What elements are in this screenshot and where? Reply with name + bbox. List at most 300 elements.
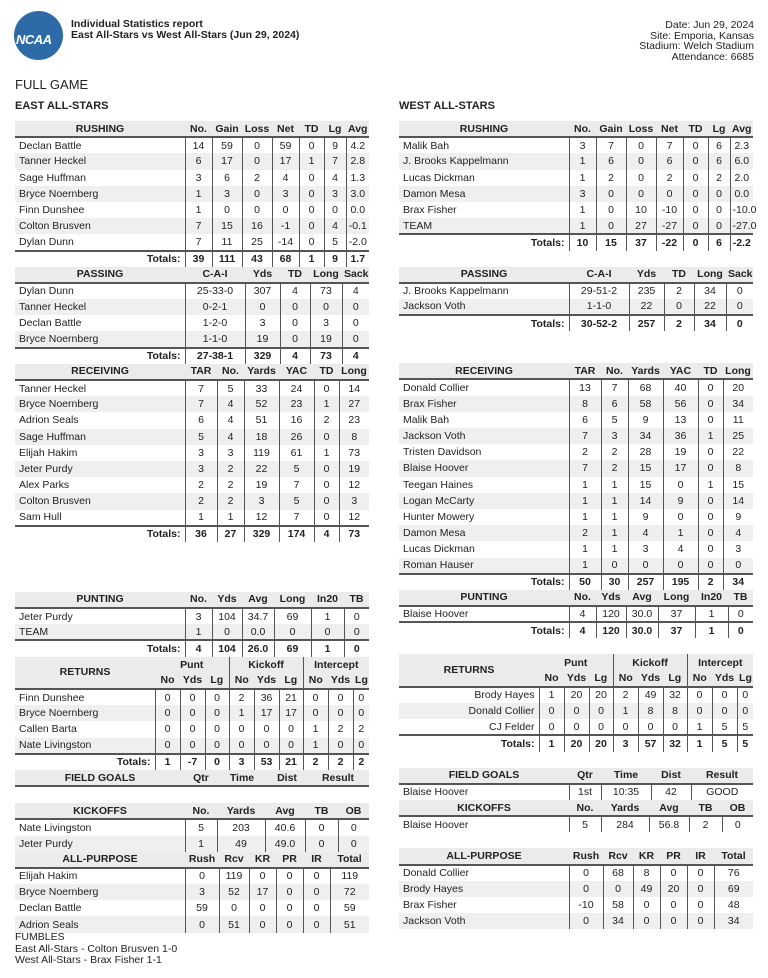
totals-row (15, 754, 369, 770)
stat-value: -27.0 (730, 218, 753, 234)
total-value: 21 (279, 754, 303, 770)
player-name: Dylan Dunn (19, 285, 74, 298)
column-header: Yds (564, 671, 589, 687)
table-row (15, 137, 369, 153)
table-row (15, 170, 369, 186)
stat-value: 51 (244, 412, 279, 428)
column-header: PR (276, 852, 303, 868)
stat-value: 0 (596, 218, 626, 234)
stat-value: 7 (185, 396, 217, 412)
player-name: Jackson Voth (399, 913, 569, 929)
stat-value: 4 (217, 429, 244, 445)
total-value: -7 (180, 754, 205, 770)
stat-value: 12 (339, 510, 369, 526)
table-title: RECEIVING (15, 364, 185, 380)
column-header: KR (633, 848, 660, 864)
column-header: No (539, 671, 564, 687)
stat-value: 2 (217, 493, 244, 509)
player-name: Finn Dunshee (19, 204, 85, 217)
column-header: Rcv (603, 848, 633, 864)
stat-value: 5 (185, 429, 217, 445)
column-header: No. (185, 121, 212, 137)
stat-value: 0 (698, 379, 723, 395)
east-team-title: EAST ALL-STARS (15, 100, 109, 112)
fumbles-title: FUMBLES (15, 931, 65, 943)
totals-label: Totals: (15, 754, 155, 770)
stat-value: 2 (314, 412, 339, 428)
column-header: Total (714, 848, 753, 864)
stat-value: 3 (185, 445, 217, 461)
stat-value: 0 (698, 541, 723, 557)
stat-value: 3 (245, 315, 280, 331)
stat-value: 2 (601, 444, 628, 460)
stat-value: 0 (564, 719, 589, 735)
stat-value: 1 (569, 558, 601, 574)
stat-value: 0 (601, 558, 628, 574)
stat-value: 0 (737, 703, 753, 719)
stat-value: 0 (683, 137, 708, 153)
stat-value: 34 (603, 913, 633, 929)
totals-label: Totals: (15, 526, 185, 542)
column-header: TAR (569, 363, 601, 379)
game-meta (639, 20, 754, 62)
report-subtitle: East All-Stars vs West All-Stars (Jun 29, 2024) (71, 29, 300, 41)
stat-value: 56.8 (649, 816, 689, 832)
stat-value: 0 (353, 705, 369, 721)
stat-value: 7 (185, 380, 217, 396)
total-value: 30-52-2 (569, 315, 629, 331)
table-row (399, 477, 753, 493)
stat-value: 0 (328, 705, 353, 721)
stat-value: 5 (279, 461, 314, 477)
stat-value: 4 (280, 283, 310, 299)
total-value: 27-38-1 (185, 348, 245, 364)
stat-value: 25 (723, 428, 753, 444)
stat-value: 0 (664, 299, 694, 315)
stat-value: 0 (698, 444, 723, 460)
player-name: Tanner Heckel (19, 382, 87, 395)
column-header: TD (683, 121, 708, 137)
header-row (15, 852, 369, 868)
stat-value: 3 (244, 493, 279, 509)
stat-value: 20 (589, 687, 613, 703)
stat-value: 0 (683, 218, 708, 234)
game-stadium: Stadium: Welch Stadium (639, 40, 754, 52)
fumbles-section (15, 932, 177, 967)
player-name: Jackson Voth (399, 428, 569, 444)
stat-value: 0 (279, 738, 303, 754)
stat-value: 0 (656, 186, 683, 202)
stat-value: 2.8 (346, 153, 369, 169)
column-header: No. (217, 364, 244, 380)
player-name: Elijah Hakim (19, 446, 78, 459)
stat-value: 1 (601, 493, 628, 509)
stat-value: 0 (660, 913, 687, 929)
stat-value: 0 (299, 186, 324, 202)
stat-value: 1 (185, 202, 212, 218)
header-row (15, 592, 369, 608)
stat-value: 0 (280, 331, 310, 347)
table-title: PUNTING (399, 590, 569, 606)
total-value: 53 (254, 754, 279, 770)
column-header: TD (299, 121, 324, 137)
table-row (399, 137, 753, 153)
stat-value: 20 (564, 687, 589, 703)
stat-value: 3 (628, 541, 663, 557)
stat-value: 3 (569, 186, 596, 202)
total-value: 4 (314, 526, 339, 542)
total-value: 4 (342, 348, 369, 364)
column-header: No (229, 673, 254, 689)
table-row (399, 881, 753, 897)
stat-value: 0 (698, 558, 723, 574)
stat-value: 3 (324, 186, 346, 202)
column-header: Gain (212, 121, 242, 137)
player-name: Declan Battle (19, 317, 82, 330)
column-group-header: Intercept (303, 657, 369, 673)
stat-value: 17 (272, 153, 299, 169)
stat-value: 1 (299, 153, 324, 169)
table-row (15, 510, 369, 526)
header-row (399, 363, 753, 379)
stat-value: 5 (217, 380, 244, 396)
stat-value: 0 (344, 608, 369, 624)
table-row (15, 608, 369, 624)
stat-value: 0 (185, 916, 219, 932)
stat-value: 72 (330, 884, 369, 900)
table-row (399, 460, 753, 476)
stat-value: 19 (663, 444, 698, 460)
stat-value: 15 (212, 218, 242, 234)
column-header: Time (217, 770, 267, 786)
stat-value: 1 (601, 525, 628, 541)
total-value: 1 (687, 735, 712, 751)
table-title: KICKOFFS (399, 800, 569, 816)
table-row (15, 461, 369, 477)
total-value: 1.7 (346, 251, 369, 267)
stat-value: 1st (569, 784, 601, 800)
stat-value: 1-2-0 (185, 315, 245, 331)
stat-value: 0 (242, 202, 272, 218)
column-header: Avg (242, 592, 274, 608)
totals-label: Totals: (399, 234, 569, 250)
stat-value: 1 (185, 624, 212, 640)
player-name: J. Brooks Kappelmann (399, 153, 569, 169)
stat-value: 23 (279, 396, 314, 412)
stat-value: 10:35 (601, 784, 651, 800)
stat-value: 0 (205, 721, 229, 737)
stat-value: 0 (737, 687, 753, 703)
total-value: 37 (658, 622, 695, 638)
column-header: TB (305, 803, 338, 819)
stat-value: 17 (663, 460, 698, 476)
stat-value: 8 (339, 429, 369, 445)
player-name: Blaise Hoover (403, 786, 469, 799)
player-name: Damon Mesa (399, 186, 569, 202)
all-purpose-table (15, 852, 369, 933)
table-row (15, 218, 369, 234)
stat-value: 0 (687, 897, 714, 913)
stat-value: 0 (723, 558, 753, 574)
stat-value: 0 (589, 719, 613, 735)
stat-value: 0 (299, 218, 324, 234)
column-header: Yds (254, 673, 279, 689)
stat-value: 7 (279, 510, 314, 526)
stat-value: 30.0 (626, 606, 658, 622)
table-row (15, 299, 369, 315)
table-row (399, 299, 753, 315)
stat-value: 0 (254, 738, 279, 754)
header-row (15, 770, 369, 786)
column-header: TAR (185, 364, 217, 380)
stat-value: 0 (564, 703, 589, 719)
stat-value: 4.2 (346, 137, 369, 153)
totals-row (15, 348, 369, 364)
stat-value: 2 (569, 444, 601, 460)
totals-row (15, 526, 369, 542)
stat-value: 0 (342, 331, 369, 347)
stat-value: 0 (229, 721, 254, 737)
returns-table (399, 654, 753, 751)
stat-value: 48 (714, 897, 753, 913)
stat-value: 120 (596, 606, 626, 622)
player-name: Brax Fisher (399, 396, 569, 412)
stat-value: -10 (656, 202, 683, 218)
table-row (15, 624, 369, 640)
stat-value: 1-1-0 (185, 331, 245, 347)
stat-value: 307 (245, 283, 280, 299)
stat-value: 2 (664, 283, 694, 299)
stat-value: 0 (712, 687, 737, 703)
total-value: 2 (664, 315, 694, 331)
stat-value: 7 (324, 153, 346, 169)
table-row (15, 153, 369, 169)
stat-value: 0 (314, 429, 339, 445)
table-row (399, 153, 753, 169)
totals-label: Totals: (15, 251, 185, 267)
column-header: TD (314, 364, 339, 380)
stat-value: 0 (303, 705, 328, 721)
field-goals-table (15, 770, 369, 787)
stat-value: 0 (314, 380, 339, 396)
table-row (15, 331, 369, 347)
stat-value: 4 (628, 525, 663, 541)
stat-value: 34 (714, 913, 753, 929)
stat-value: 0 (249, 916, 276, 932)
stat-value: 0 (613, 719, 638, 735)
stat-value: 0 (219, 900, 249, 916)
stat-value: 0 (314, 493, 339, 509)
stat-value: 1 (569, 541, 601, 557)
stat-value: 8 (723, 460, 753, 476)
stat-value: 0 (569, 865, 603, 881)
stat-value: 119 (244, 445, 279, 461)
stat-value: 37 (658, 606, 695, 622)
totals-label: Totals: (399, 574, 569, 590)
table-title: FIELD GOALS (15, 770, 185, 786)
stat-value: 3 (339, 493, 369, 509)
stat-value: -2.0 (346, 234, 369, 250)
total-value: 43 (242, 251, 272, 267)
column-header: Yards (628, 363, 663, 379)
player-name: Elijah Hakim (19, 870, 78, 883)
stat-value: 1.3 (346, 170, 369, 186)
total-value: 1 (695, 622, 728, 638)
stat-value: 25 (242, 234, 272, 250)
stat-value: 1 (303, 738, 328, 754)
stat-value: 6 (569, 412, 601, 428)
stat-value: 0 (638, 719, 663, 735)
stat-value: 3 (212, 186, 242, 202)
stat-value: 0 (303, 900, 330, 916)
table-row (15, 738, 369, 754)
player-name: Donald Collier (403, 382, 469, 395)
stat-value: 0 (338, 819, 369, 835)
column-header: Yds (212, 592, 242, 608)
player-name: Brody Hayes (399, 881, 569, 897)
stat-value: 4 (324, 170, 346, 186)
table-title: RUSHING (399, 121, 569, 137)
stat-value: 1 (687, 719, 712, 735)
column-header: Avg (649, 800, 689, 816)
player-name: Nate Livingston (19, 821, 92, 834)
total-value: 5 (712, 735, 737, 751)
stat-value: 3 (217, 445, 244, 461)
stat-value: -10.0 (730, 202, 753, 218)
stat-value: 0 (328, 689, 353, 705)
stat-value: 0 (539, 719, 564, 735)
column-header: Yds (629, 267, 664, 283)
rushing-table (15, 121, 369, 267)
stat-value: 0 (305, 836, 338, 852)
table-row (399, 170, 753, 186)
stat-value: 4 (663, 541, 698, 557)
stat-value: 28 (628, 444, 663, 460)
total-value: 4 (569, 622, 596, 638)
stat-value: 1 (663, 525, 698, 541)
stat-value: 203 (217, 819, 265, 835)
column-header: PR (660, 848, 687, 864)
stat-value: 14 (185, 137, 212, 153)
header-row (399, 800, 753, 816)
stat-value: 0 (299, 170, 324, 186)
table-row (399, 283, 753, 299)
stat-value: 0 (328, 738, 353, 754)
field-goals-table (399, 768, 753, 800)
stat-value: 0 (272, 202, 299, 218)
logo-text: NCAA (16, 32, 52, 47)
stat-value: 13 (569, 379, 601, 395)
stat-value: 0 (180, 721, 205, 737)
table-row (399, 541, 753, 557)
stat-value: 2 (242, 170, 272, 186)
total-value: 73 (339, 526, 369, 542)
stat-value: 40 (663, 379, 698, 395)
stat-value: 2 (328, 721, 353, 737)
stat-value: 29-51-2 (569, 283, 629, 299)
totals-label: Totals: (399, 622, 569, 638)
stat-value: 0 (712, 703, 737, 719)
column-header: Total (330, 852, 369, 868)
table-row (15, 445, 369, 461)
stat-value: 0 (276, 916, 303, 932)
stat-value: 19 (245, 331, 280, 347)
player-name: Sage Huffman (15, 429, 185, 445)
stat-value: 2 (613, 687, 638, 703)
stat-value: 58 (628, 396, 663, 412)
stat-value: 0 (708, 218, 730, 234)
column-header: Sack (342, 267, 369, 283)
column-header: YAC (663, 363, 698, 379)
column-header: Yards (244, 364, 279, 380)
total-value: 34 (694, 315, 726, 331)
total-value: 2 (698, 574, 723, 590)
header-row (15, 267, 369, 283)
totals-row (399, 622, 753, 638)
stat-value: 1 (303, 721, 328, 737)
totals-label: Totals: (15, 348, 185, 364)
total-value: 0 (344, 640, 369, 656)
player-name: Blaise Hoover (403, 818, 469, 831)
player-name: Tristen Davidson (403, 446, 482, 459)
stat-value: 0 (683, 170, 708, 186)
column-header: C-A-I (569, 267, 629, 283)
stat-value: 284 (601, 816, 649, 832)
stat-value: 0 (299, 202, 324, 218)
column-header: Rush (569, 848, 603, 864)
column-header: Yds (596, 590, 626, 606)
passing-table (399, 267, 753, 332)
column-header: Long (339, 364, 369, 380)
stat-value: 0 (683, 153, 708, 169)
stat-value: 6 (656, 153, 683, 169)
header-row (15, 657, 369, 673)
stat-value: 0 (276, 900, 303, 916)
column-header: KR (249, 852, 276, 868)
stat-value: 0 (303, 868, 330, 884)
stat-value: 27 (339, 396, 369, 412)
stat-value: 0.0 (242, 624, 274, 640)
stat-value: 0 (698, 460, 723, 476)
column-header: Dist (651, 768, 691, 784)
stat-value: 1 (569, 509, 601, 525)
column-header: Sack (726, 267, 753, 283)
stat-value: 5 (185, 819, 217, 835)
column-header: Qtr (185, 770, 217, 786)
stat-value: 0 (274, 624, 311, 640)
stat-value: 0 (155, 721, 180, 737)
total-value: 1 (155, 754, 180, 770)
stat-value: 11 (723, 412, 753, 428)
stat-value: 40.6 (265, 819, 305, 835)
column-header: TB (689, 800, 722, 816)
player-name: Roman Hauser (399, 558, 569, 574)
stat-value: 1 (314, 445, 339, 461)
total-value: 329 (244, 526, 279, 542)
stat-value: 0 (303, 916, 330, 932)
stat-value: 0 (205, 738, 229, 754)
table-row (15, 234, 369, 250)
stat-value: 0 (155, 738, 180, 754)
stat-value: 1 (185, 510, 217, 526)
column-header: Lg (589, 671, 613, 687)
player-name: Malik Bah (403, 139, 450, 152)
stat-value: 0 (254, 721, 279, 737)
table-row (15, 868, 369, 884)
stat-value: 0 (305, 819, 338, 835)
all-purpose-table (399, 848, 753, 929)
player-name: Tanner Heckel (15, 299, 185, 315)
